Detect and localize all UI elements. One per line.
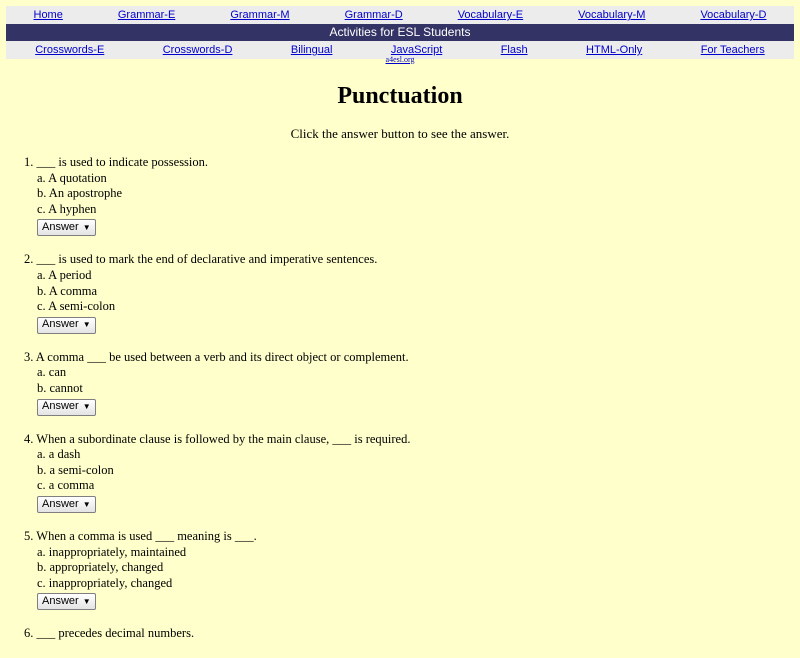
question-stem: 4. When a subordinate clause is followed by the main clause, ___ is required.	[24, 431, 411, 446]
question-stem: 5. When a comma is used ___ meaning is ___.	[24, 528, 257, 543]
question-stem: 1. ___ is used to indicate possession.	[24, 155, 209, 169]
site-home-link[interactable]: a4esl.org	[385, 55, 415, 64]
answer-option: a. A quotation	[37, 170, 107, 185]
chevron-down-icon: ▼	[82, 499, 91, 509]
answer-button-label: Answer	[42, 497, 79, 510]
answer-option: c. A semi-colon	[37, 299, 116, 314]
nav-link-javascript[interactable]: JavaScript	[390, 44, 443, 56]
answer-button[interactable]	[37, 496, 96, 513]
answer-button-label: Answer	[42, 400, 79, 413]
quiz-list	[24, 155, 784, 658]
quiz-question	[24, 432, 784, 513]
quiz-question	[24, 626, 784, 642]
instructions-text: Click the answer button to see the answer.	[290, 126, 510, 141]
answer-option: c. inappropriately, changed	[37, 575, 173, 590]
chevron-down-icon: ▼	[82, 402, 91, 412]
page-title: Punctuation	[337, 83, 463, 109]
answer-button[interactable]	[37, 317, 96, 334]
answer-option: b. a semi-colon	[37, 462, 114, 477]
answer-option: c. A hyphen	[37, 201, 97, 216]
nav-link-grammar-d[interactable]: Grammar-D	[344, 9, 403, 21]
answer-option: c. a comma	[37, 478, 95, 493]
nav-link-flash[interactable]: Flash	[500, 44, 528, 56]
answer-option: a. A period	[37, 267, 92, 282]
answer-option: b. cannot	[37, 380, 83, 395]
nav-row-primary	[6, 6, 794, 24]
nav-link-grammar-e[interactable]: Grammar-E	[117, 9, 176, 21]
quiz-question	[24, 155, 784, 236]
site-banner: Activities for ESL Students	[6, 24, 794, 41]
nav-link-home[interactable]: Home	[33, 9, 63, 21]
nav-link-vocabulary-e[interactable]: Vocabulary-E	[457, 9, 524, 21]
nav-link-html-only[interactable]: HTML-Only	[586, 44, 643, 56]
question-stem: 3. A comma ___ be used between a verb and its direct object or complement.	[24, 349, 409, 364]
quiz-question	[24, 529, 784, 610]
nav-link-bilingual[interactable]: Bilingual	[290, 44, 333, 56]
chevron-down-icon: ▼	[82, 223, 91, 233]
question-stem: 2. ___ is used to mark the end of declarative and imperative sentences.	[24, 252, 378, 267]
nav-link-crosswords-d[interactable]: Crosswords-D	[162, 44, 233, 56]
quiz-question	[24, 252, 784, 333]
top-navigation	[6, 6, 794, 59]
answer-option: b. An apostrophe	[37, 186, 123, 201]
nav-link-crosswords-e[interactable]: Crosswords-E	[35, 44, 105, 56]
answer-button[interactable]	[37, 399, 96, 416]
answer-option: a. can	[37, 365, 67, 380]
answer-button-label: Answer	[42, 221, 79, 234]
answer-option: a. a dash	[37, 447, 81, 462]
chevron-down-icon: ▼	[82, 596, 91, 606]
question-stem: 6. ___ precedes decimal numbers.	[24, 626, 195, 641]
answer-button[interactable]	[37, 219, 96, 236]
answer-button-label: Answer	[42, 318, 79, 331]
nav-link-for-teachers[interactable]: For Teachers	[700, 44, 765, 56]
answer-button[interactable]	[37, 593, 96, 610]
answer-option: b. A comma	[37, 283, 98, 298]
answer-option: b. appropriately, changed	[37, 560, 164, 575]
nav-link-grammar-m[interactable]: Grammar-M	[230, 9, 290, 21]
nav-link-vocabulary-m[interactable]: Vocabulary-M	[578, 9, 646, 21]
quiz-question	[24, 350, 784, 416]
site-link-container	[0, 55, 800, 64]
nav-link-vocabulary-d[interactable]: Vocabulary-D	[700, 9, 767, 21]
chevron-down-icon: ▼	[82, 320, 91, 330]
answer-button-label: Answer	[42, 594, 79, 607]
answer-option: a. inappropriately, maintained	[37, 544, 187, 559]
